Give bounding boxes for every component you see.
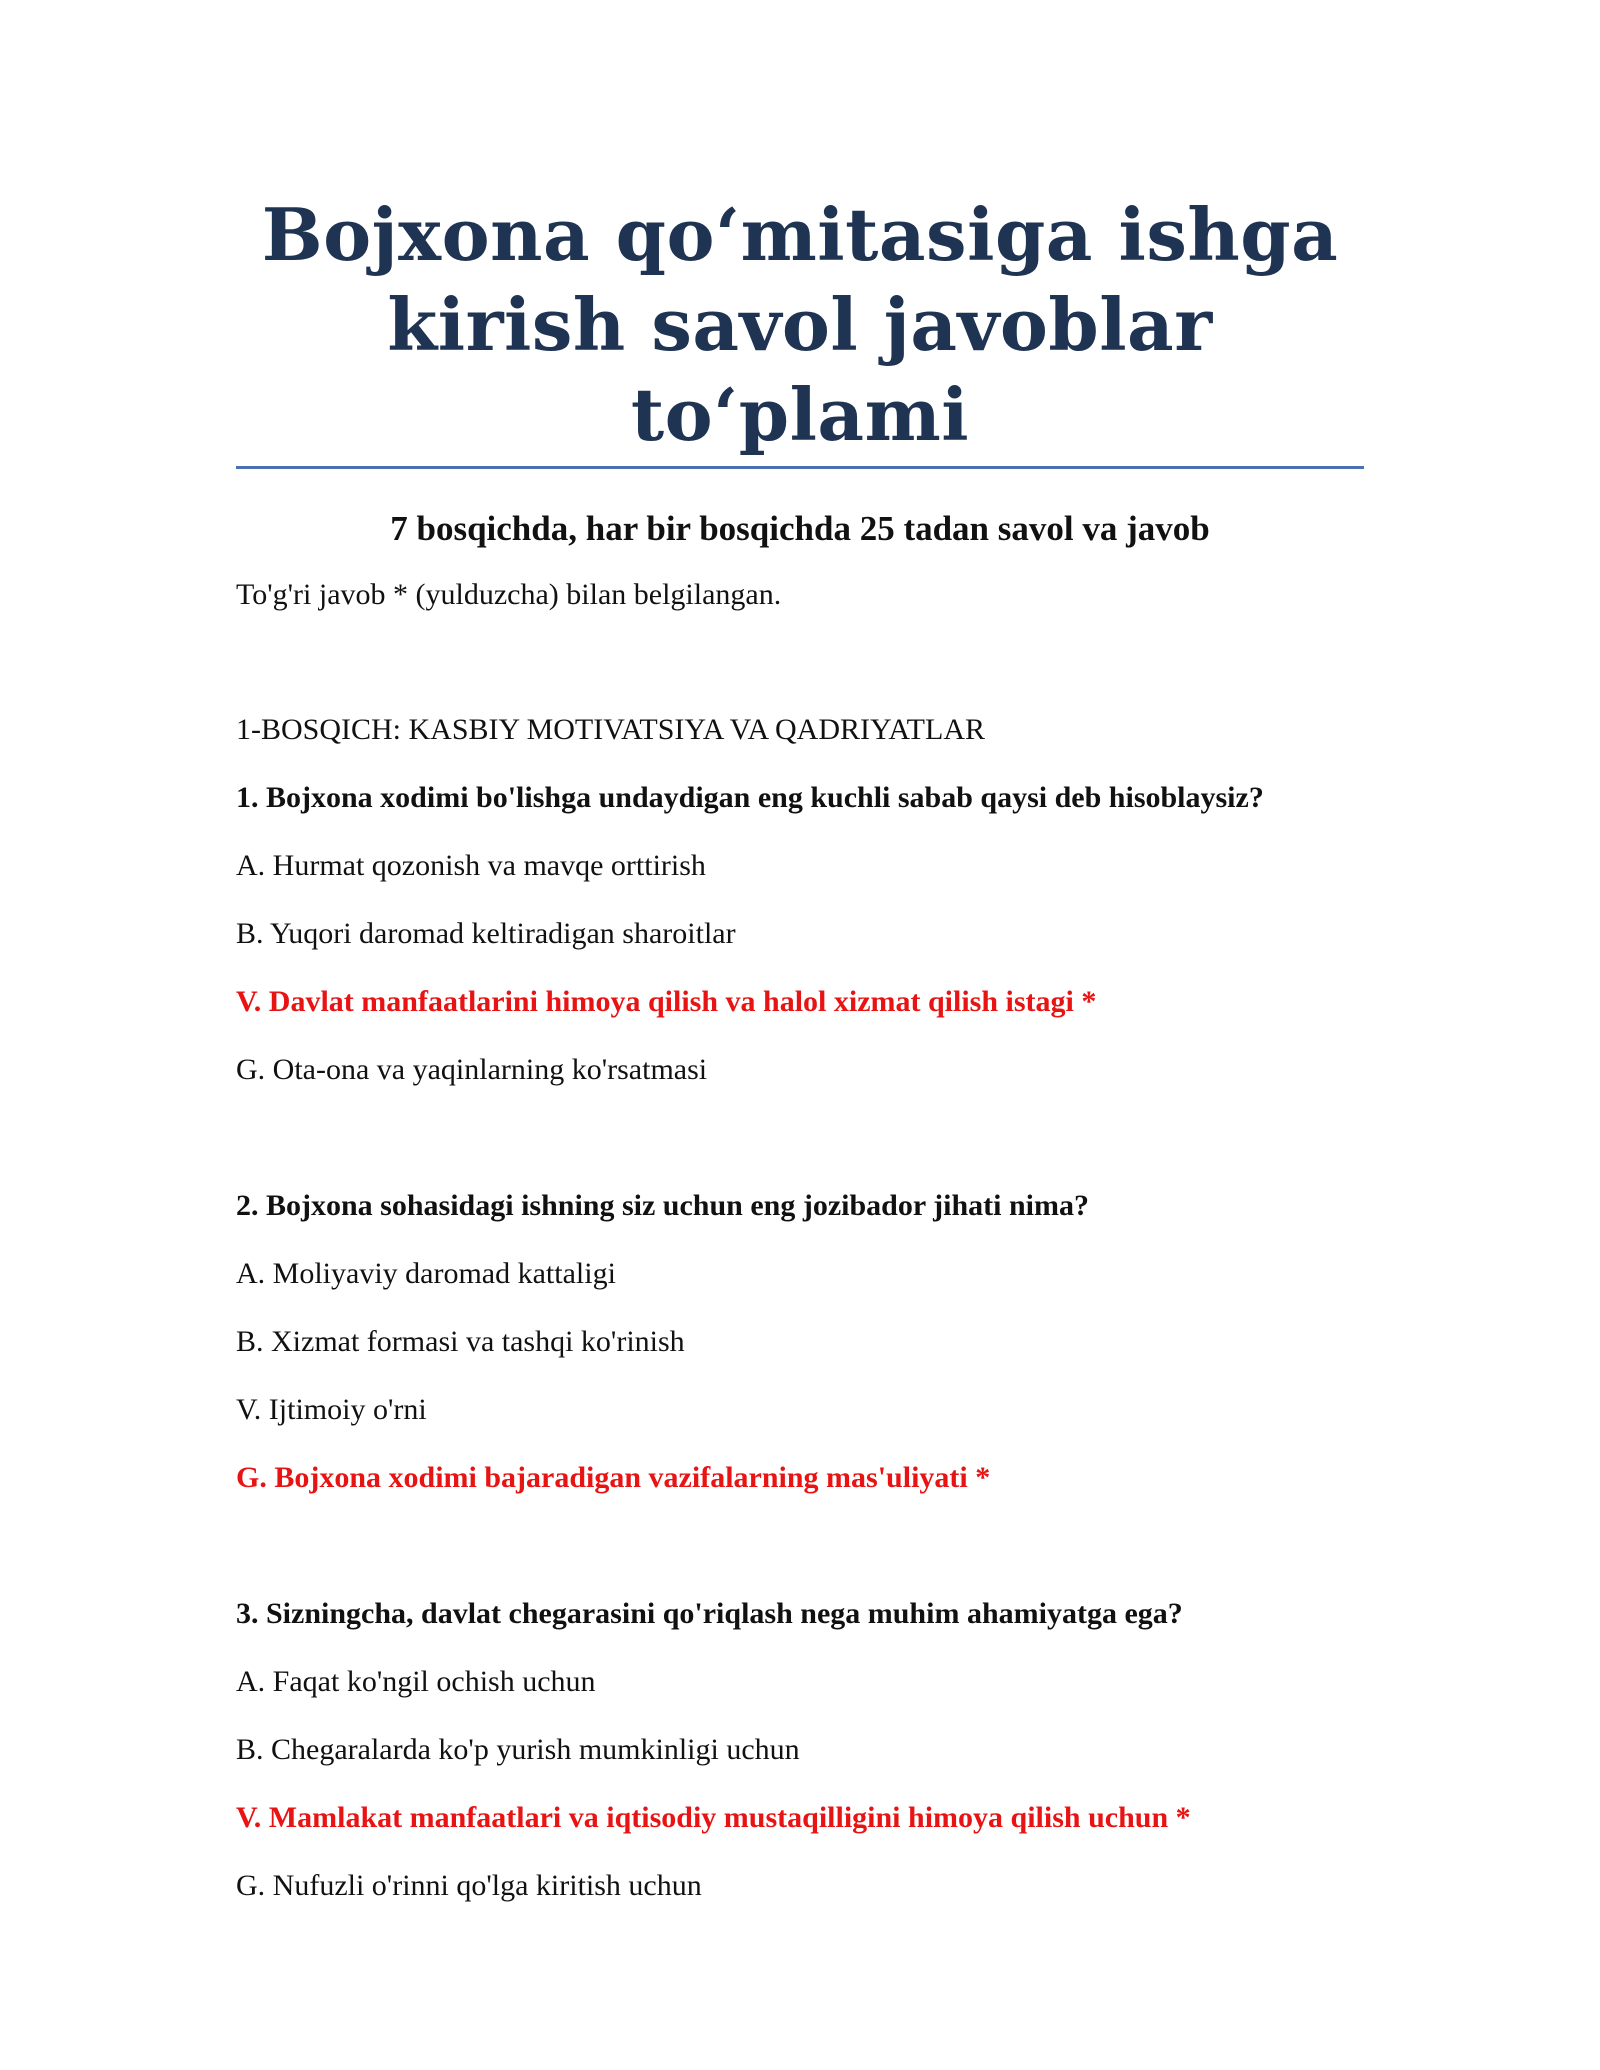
title-line-1: Bojxona qo‘mitasiga ishga: [261, 192, 1339, 277]
question-block: [236, 1186, 1364, 1498]
question-text: 2. Bojxona sohasidagi ishning siz uchun eng jozibador jihati nima?: [236, 1189, 1089, 1222]
question-text: 3. Sizningcha, davlat chegarasini qo'riqlash nega muhim ahamiyatga ega?: [236, 1597, 1183, 1630]
correct-answer-option: G. Bojxona xodimi bajaradigan vazifalarning mas'uliyati *: [236, 1461, 991, 1494]
question-block: [236, 1594, 1364, 1906]
answer-option: B. Yuqori daromad keltiradigan sharoitlar: [236, 917, 736, 950]
answer-option: B. Chegaralarda ko'p yurish mumkinligi uchun: [236, 1733, 800, 1766]
answer-option: G. Nufuzli o'rinni qo'lga kiritish uchun: [236, 1869, 702, 1902]
title-underline: [236, 466, 1364, 469]
document-title: [236, 190, 1364, 460]
answer-option: A. Moliyaviy daromad kattaligi: [236, 1257, 616, 1290]
correct-answer-option: V. Mamlakat manfaatlari va iqtisodiy mustaqilligini himoya qilish uchun *: [236, 1801, 1191, 1834]
document-content: [236, 190, 1364, 1906]
answer-option: A. Faqat ko'ngil ochish uchun: [236, 1665, 596, 1698]
question-text: 1. Bojxona xodimi bo'lishga undaydigan eng kuchli sabab qaysi deb hisoblaysiz?: [236, 781, 1264, 814]
question-block: [236, 778, 1364, 1090]
answer-option: V. Ijtimoiy o'rni: [236, 1393, 427, 1426]
correct-answer-option: V. Davlat manfaatlarini himoya qilish va halol xizmat qilish istagi *: [236, 985, 1097, 1018]
answer-option: B. Xizmat formasi va tashqi ko'rinish: [236, 1325, 685, 1358]
answer-key-note: To'g'ri javob * (yulduzcha) bilan belgilangan.: [236, 578, 782, 611]
answer-option: G. Ota-ona va yaqinlarning ko'rsatmasi: [236, 1053, 708, 1086]
answer-option: A. Hurmat qozonish va mavqe orttirish: [236, 849, 706, 882]
title-line-2: kirish savol javoblar to‘plami: [387, 282, 1213, 457]
section-heading: 1-BOSQICH: KASBIY MOTIVATSIYA VA QADRIYATLAR: [236, 713, 985, 746]
document-subtitle: 7 bosqichda, har bir bosqichda 25 tadan savol va javob: [390, 509, 1210, 548]
